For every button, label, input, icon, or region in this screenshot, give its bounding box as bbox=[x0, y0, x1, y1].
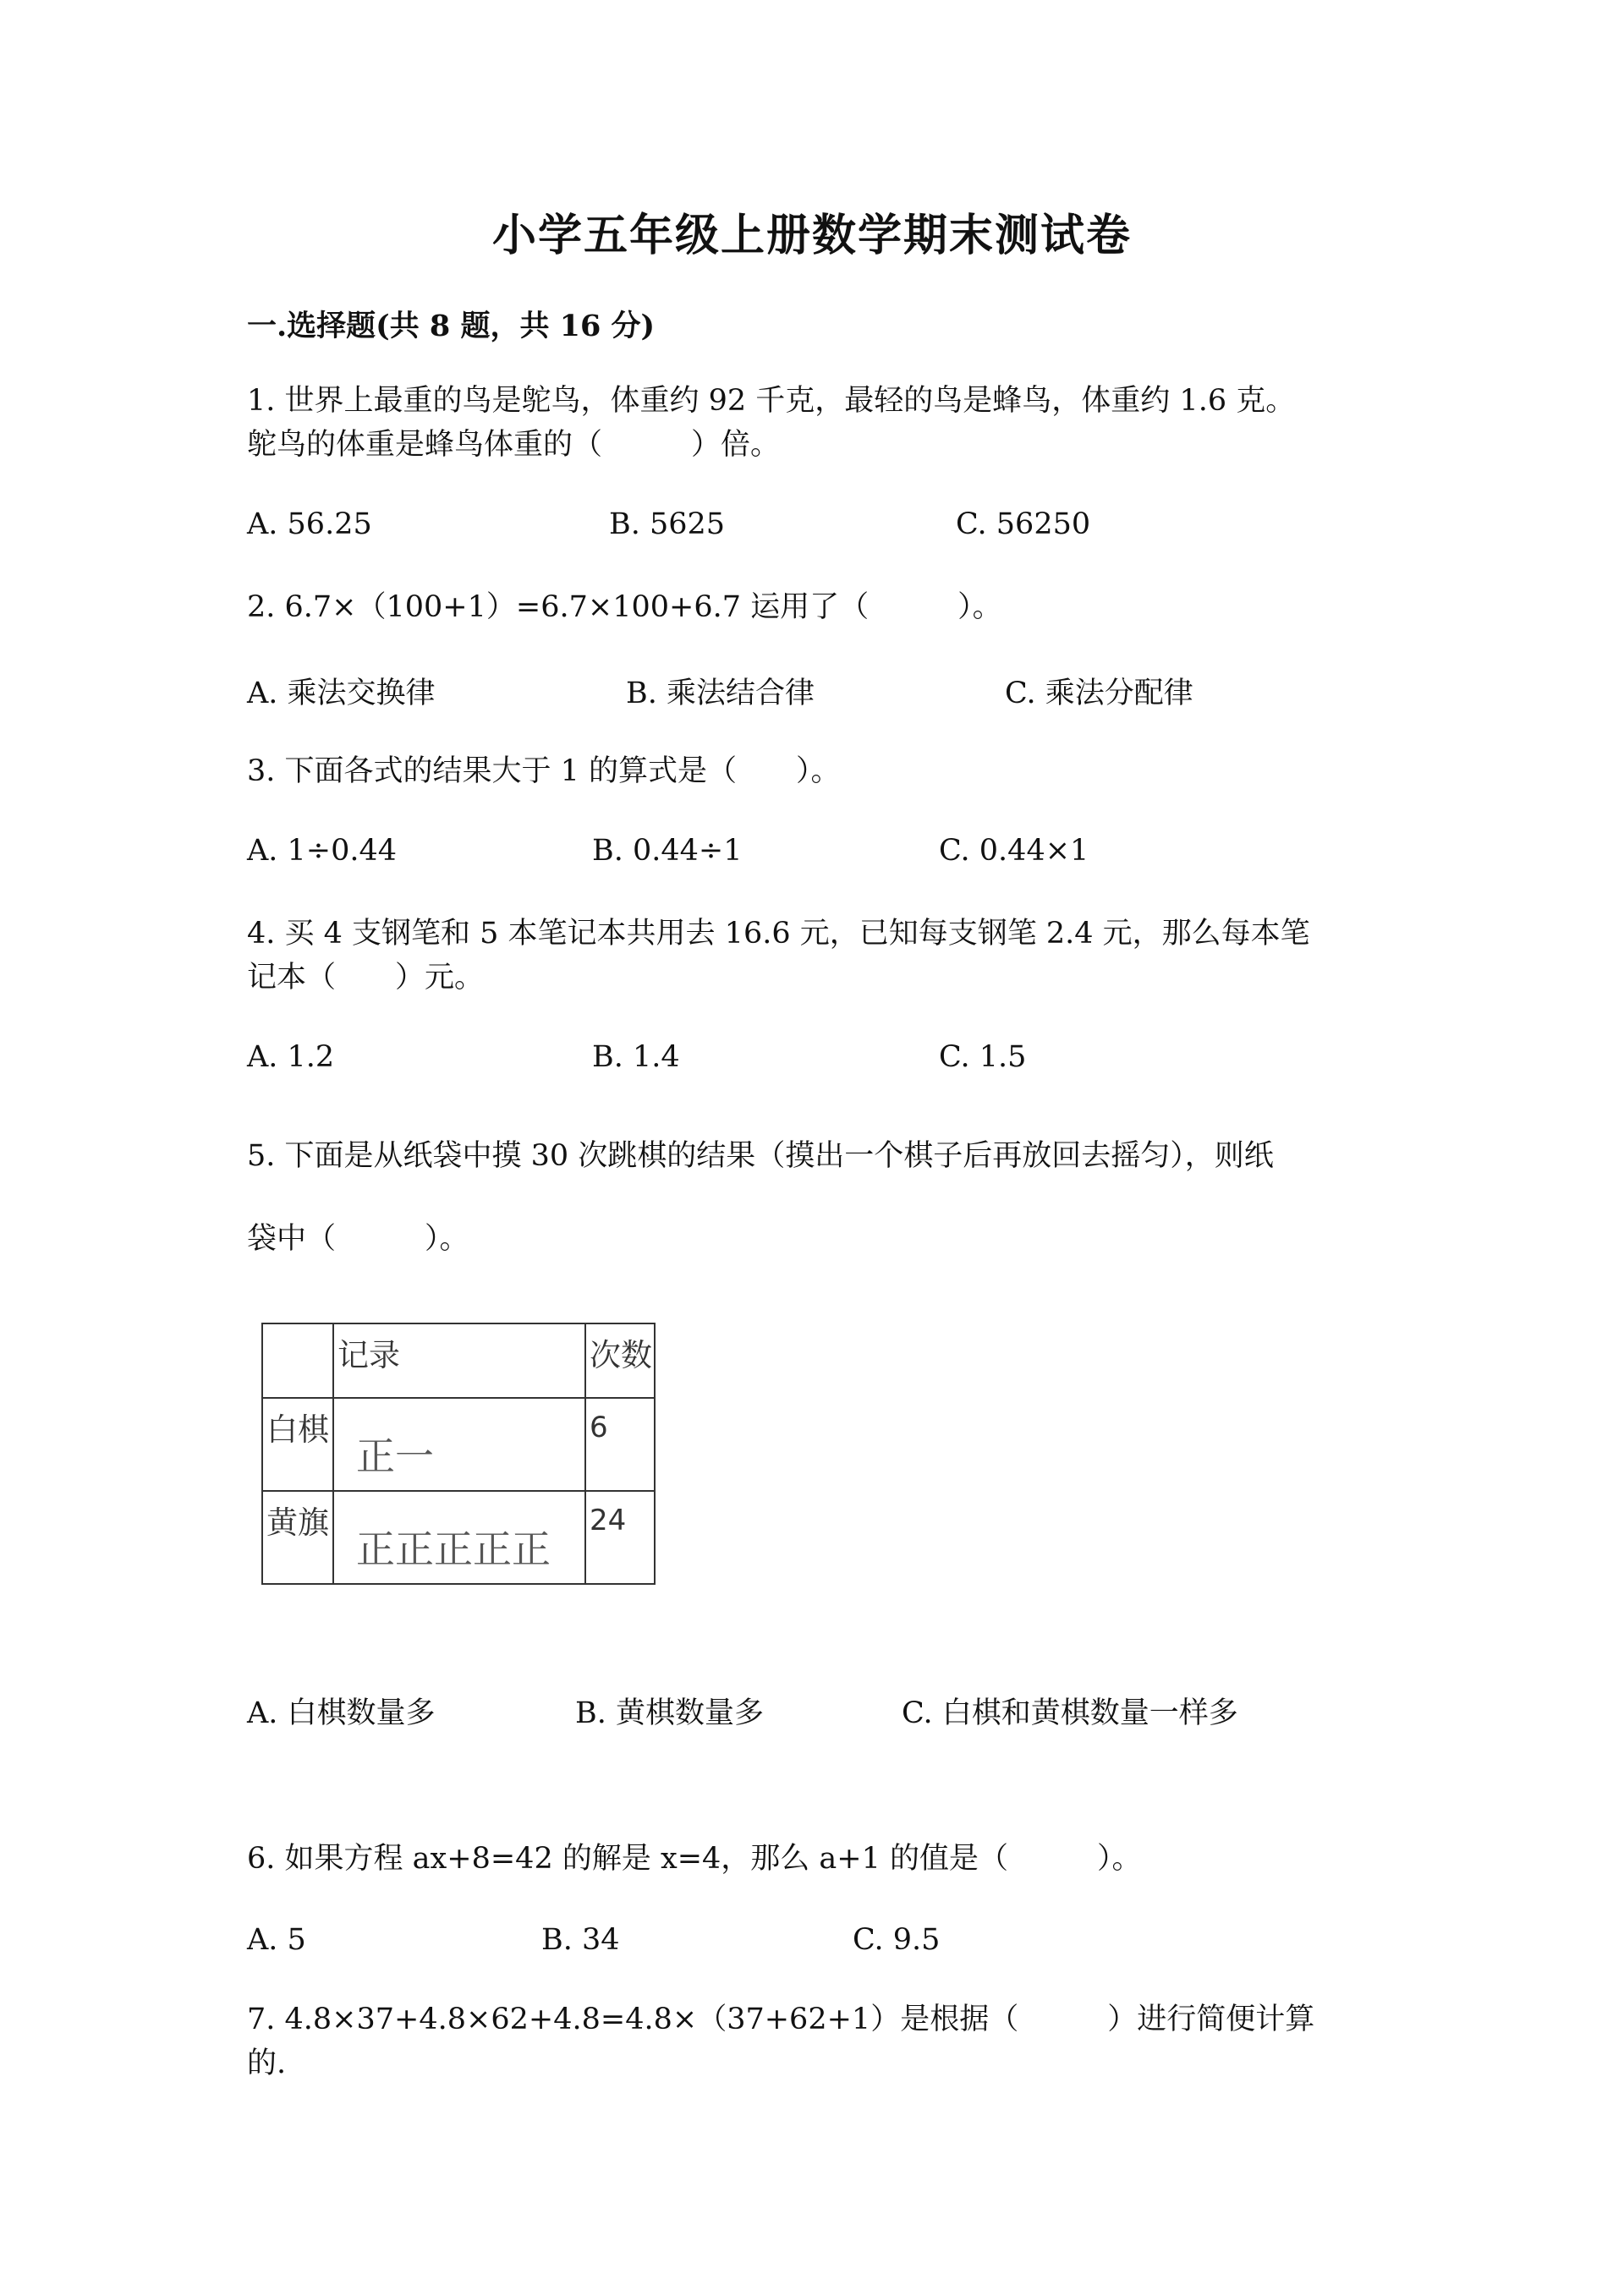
tally-marks: 正正正正正 bbox=[333, 1491, 585, 1584]
option-c: C. 9.5 bbox=[853, 1923, 941, 1957]
question-line: 袋中（ ）。 bbox=[247, 1222, 469, 1256]
page-title: 小学五年级上册数学期末测试卷 bbox=[491, 210, 1132, 261]
row-label: 白棋 bbox=[262, 1398, 333, 1491]
option-b: B. 乘法结合律 bbox=[626, 677, 815, 710]
table-row bbox=[262, 1491, 655, 1584]
row-count: 6 bbox=[585, 1398, 655, 1491]
option-a: A. 1.2 bbox=[247, 1040, 335, 1074]
table-cell bbox=[262, 1323, 333, 1398]
option-c: C. 白棋和黄棋数量一样多 bbox=[902, 1696, 1238, 1730]
table-header-record: 记录 bbox=[333, 1323, 585, 1398]
table-header-row bbox=[262, 1323, 655, 1398]
question-4 bbox=[247, 912, 1310, 1000]
question-2 bbox=[247, 585, 1002, 629]
option-a: A. 乘法交换律 bbox=[247, 677, 436, 710]
option-c: C. 0.44×1 bbox=[939, 834, 1089, 868]
option-c: C. 1.5 bbox=[939, 1040, 1027, 1074]
question-line: 3. 下面各式的结果大于 1 的算式是（ ）。 bbox=[247, 754, 841, 788]
option-a: A. 5 bbox=[247, 1923, 306, 1957]
tally-table bbox=[261, 1323, 656, 1585]
question-line: 4. 买 4 支钢笔和 5 本笔记本共用去 16.6 元，已知每支钢笔 2.4 元，那么每本笔 bbox=[247, 917, 1310, 951]
question-5 bbox=[247, 1115, 1274, 1280]
row-count: 24 bbox=[585, 1491, 655, 1584]
option-c: C. 乘法分配律 bbox=[1005, 677, 1193, 710]
question-line: 记本（ ）元。 bbox=[247, 961, 485, 995]
option-b: B. 5625 bbox=[609, 507, 726, 541]
option-a: A. 白棋数量多 bbox=[247, 1696, 436, 1730]
row-label: 黄旗 bbox=[262, 1491, 333, 1584]
table-row bbox=[262, 1398, 655, 1491]
option-a: A. 1÷0.44 bbox=[247, 834, 398, 868]
option-b: B. 黄棋数量多 bbox=[575, 1696, 764, 1730]
option-b: B. 0.44÷1 bbox=[592, 834, 743, 868]
question-6 bbox=[247, 1837, 1142, 1881]
question-line: 1. 世界上最重的鸟是鸵鸟，体重约 92 千克，最轻的鸟是蜂鸟，体重约 1.6 克。 bbox=[247, 384, 1296, 418]
question-7 bbox=[247, 1997, 1314, 2085]
option-b: B. 34 bbox=[541, 1923, 620, 1957]
option-c: C. 56250 bbox=[956, 507, 1091, 541]
question-3 bbox=[247, 749, 841, 793]
question-line: 2. 6.7×（100+1）=6.7×100+6.7 运用了（ ）。 bbox=[247, 590, 1002, 624]
option-b: B. 1.4 bbox=[592, 1040, 680, 1074]
tally-marks: 正一 bbox=[333, 1398, 585, 1491]
question-line: 7. 4.8×37+4.8×62+4.8=4.8×（37+62+1）是根据（ ）进行简便计算 bbox=[247, 2003, 1315, 2036]
section-heading: 一.选择题(共 8 题，共 16 分) bbox=[247, 309, 656, 343]
table-header-count: 次数 bbox=[585, 1323, 655, 1398]
question-line: 6. 如果方程 ax+8=42 的解是 x=4，那么 a+1 的值是（ ）。 bbox=[247, 1842, 1142, 1876]
question-1 bbox=[247, 379, 1295, 467]
question-line: 鸵鸟的体重是蜂鸟体重的（ ）倍。 bbox=[247, 428, 781, 462]
question-line: 的. bbox=[247, 2047, 287, 2080]
option-a: A. 56.25 bbox=[247, 507, 372, 541]
question-line: 5. 下面是从纸袋中摸 30 次跳棋的结果（摸出一个棋子后再放回去摇匀），则纸 bbox=[247, 1139, 1274, 1173]
